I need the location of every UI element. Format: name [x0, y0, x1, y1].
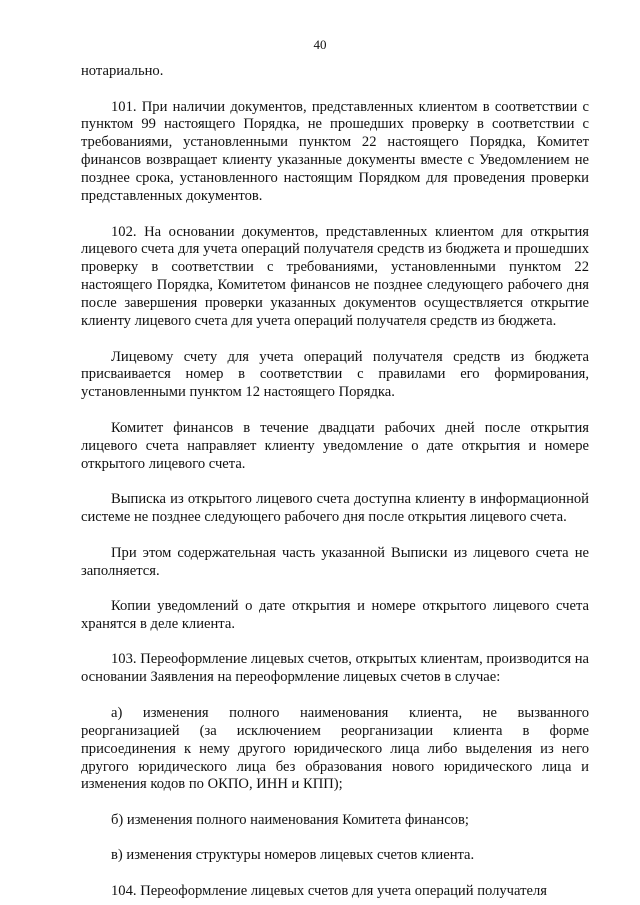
list-item-c: в) изменения структуры номеров лицевых счетов клиента.: [111, 847, 475, 864]
paragraph-104: 104. Переоформление лицевых счетов для учета операций получателя: [111, 882, 547, 899]
document-body: [81, 63, 589, 901]
list-item-b: б) изменения полного наименования Комитета финансов;: [111, 811, 469, 828]
paragraph-statement-content: При этом содержательная часть указанной Выписки из лицевого счета не заполняется.: [81, 544, 589, 579]
paragraph-continuation: нотариально.: [81, 63, 164, 79]
list-item-a: а) изменения полного наименования клиента, не вызванного реорганизацией (за исключением реорганизации клиента в форме присоединения к нему другого юридического лица либо выделения из него другого юридического лица без образования нового юридического лица и изменения кодов по ОКПО, ИНН и КПП);: [81, 704, 589, 793]
paragraph-notification: Комитет финансов в течение двадцати рабочих дней после открытия лицевого счета направляет клиенту уведомление о дате открытия и номере открытого лицевого счета.: [81, 419, 589, 472]
paragraph-account-number: Лицевому счету для учета операций получателя средств из бюджета присваивается номер в соответствии с правилами его формирования, установленными пунктом 12 настоящего Порядка.: [81, 348, 589, 401]
paragraph-101: 101. При наличии документов, представленных клиентом в соответствии с пунктом 99 настоящего Порядка, не прошедших проверку в соответствии с требованиями, установленными пунктом 22 настоящего Порядка, Комитет финансов возвращает клиенту указанные документы вместе с Уведомлением не позднее срока, установленного настоящим Порядком для проведения проверки представленных документов.: [81, 98, 589, 205]
page-number: 40: [313, 37, 327, 52]
paragraph-103: 103. Переоформление лицевых счетов, открытых клиентам, производится на основании Заявления на переоформление лицевых счетов в случае:: [81, 651, 589, 686]
paragraph-statement: Выписка из открытого лицевого счета доступна клиенту в информационной системе не позднее следующего рабочего дня после открытия лицевого счета.: [81, 491, 589, 526]
paragraph-copies: Копии уведомлений о дате открытия и номере открытого лицевого счета хранятся в деле клиента.: [81, 598, 589, 632]
paragraph-102: 102. На основании документов, представленных клиентом для открытия лицевого счета для учета операций получателя средств из бюджета и прошедших проверку в соответствии с требованиями, установленными пунктом 22 настоящего Порядка, Комитетом финансов не позднее следующего рабочего дня после завершения проверки указанных документов осуществляется открытие клиенту лицевого счета для учета операций получателя средств из бюджета.: [81, 223, 589, 330]
